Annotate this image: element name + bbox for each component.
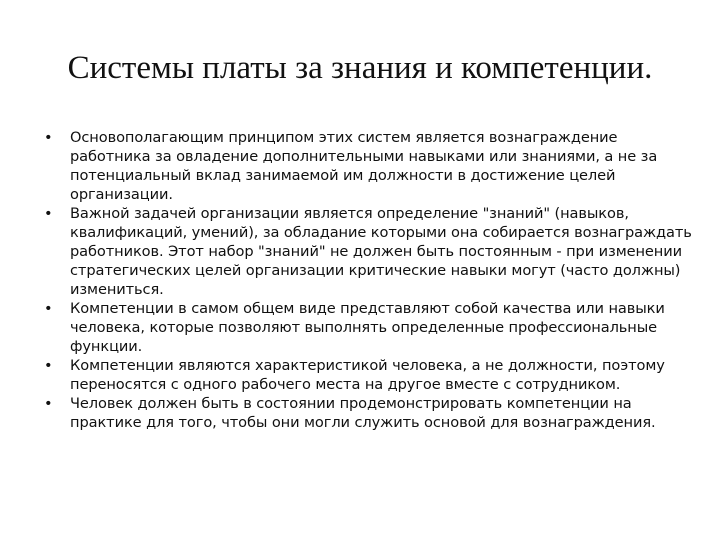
bullet-icon: •	[44, 395, 53, 412]
bullet-text: Важной задачей организации является определение "знаний" (навыков, квалификаций, умений), за обладание которыми она собирается вознаграждать работников. Этот набор "знаний" не должен быть постоянным - при изменении стратегических целей организации критические навыки могут (часто должны) измениться.	[70, 205, 692, 298]
bullet-icon: •	[44, 205, 53, 222]
bullet-item	[44, 356, 694, 394]
bullet-list	[44, 128, 694, 432]
bullet-item	[44, 394, 694, 432]
bullet-text: Основополагающим принципом этих систем является вознаграждение работника за овладение дополнительными навыками или знаниями, а не за потенциальный вклад занимаемой им должности в достижение целей организации.	[70, 129, 658, 203]
bullet-text: Человек должен быть в состоянии продемонстрировать компетенции на практике для того, чтобы они могли служить основой для вознаграждения.	[70, 395, 656, 431]
bullet-icon: •	[44, 357, 53, 374]
bullet-icon: •	[44, 300, 53, 317]
bullet-text: Компетенции в самом общем виде представляют собой качества или навыки человека, которые позволяют выполнять определенные профессиональные функции.	[70, 300, 665, 355]
slide-title: Системы платы за знания и компетенции.	[67, 50, 653, 86]
bullet-item	[44, 128, 694, 204]
bullet-item	[44, 299, 694, 356]
bullet-icon: •	[44, 129, 53, 146]
bullet-text: Компетенции являются характеристикой человека, а не должности, поэтому переносятся с одного рабочего места на другое вместе с сотрудником.	[70, 357, 665, 393]
bullet-item	[44, 204, 694, 299]
